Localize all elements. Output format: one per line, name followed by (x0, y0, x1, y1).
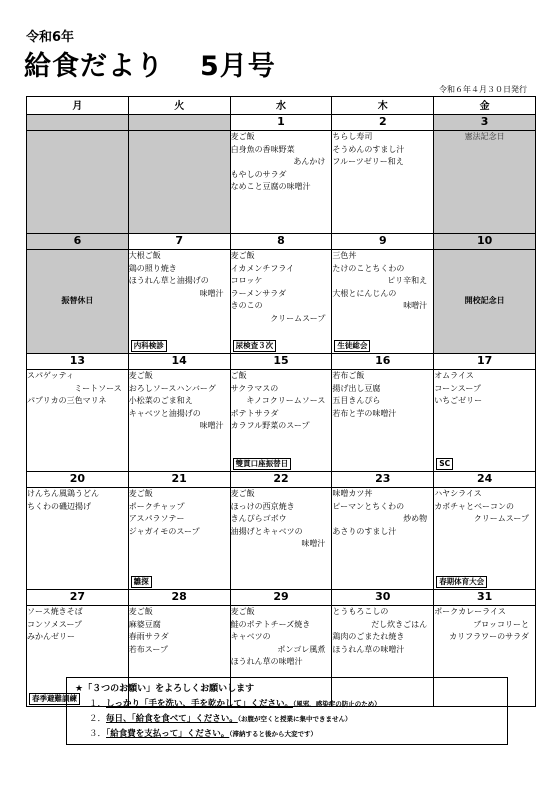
menu-cell (434, 488, 536, 590)
menu-item: キャベツと油揚げの (128, 408, 201, 418)
day-number: 29 (230, 590, 332, 606)
menu-item: けんちん風鶏うどん (27, 489, 99, 498)
requests-heading: ★「３つのお願い」をよろしくお願いします (75, 684, 255, 694)
menu-cell (128, 488, 230, 590)
date-row (27, 115, 536, 131)
menu-item: なめこと豆腐の味噌汁 (230, 182, 311, 192)
issue-label: 5月号 (200, 51, 276, 82)
menu-cell (230, 370, 332, 472)
menu-cell (27, 131, 129, 234)
menu-item: 白身魚の香味野菜 (230, 144, 295, 154)
request-number: ３． (89, 729, 107, 739)
weekday-thursday: 木 (332, 97, 434, 115)
request-item (89, 712, 352, 724)
publish-date: 令和６年４月３０日発行 (439, 85, 527, 94)
menu-item: ポークチャップ (128, 501, 185, 511)
menu-item: フルーツゼリー和え (332, 157, 404, 167)
holiday-label: 振替休日 (27, 250, 129, 354)
event-tag: 春期体育大会 (436, 576, 487, 588)
menu-item: 味噌汁 (403, 301, 428, 311)
menu-cell (332, 250, 434, 354)
menu-row (27, 131, 536, 234)
day-number: 20 (27, 472, 129, 488)
day-number: 3 (434, 115, 536, 131)
menu-item: 麦ご飯 (230, 132, 255, 141)
weekday-friday: 金 (434, 97, 536, 115)
menu-item: 若布スープ (128, 644, 168, 654)
day-number: 31 (434, 590, 536, 606)
menu-item: あさりのすまし汁 (332, 526, 397, 536)
request-text: 毎日、「給食を食べて」ください。 (106, 714, 238, 724)
menu-item: ブロッコリーと (473, 619, 529, 629)
menu-item: 大根ご飯 (128, 251, 161, 260)
event-tag: 春季避難訓練 (29, 693, 80, 705)
date-row (27, 234, 536, 250)
day-number: 6 (27, 234, 129, 250)
menu-item: 麦ご飯 (230, 489, 255, 498)
day-number (27, 115, 129, 131)
day-number: 16 (332, 354, 434, 370)
menu-item: 味噌汁 (199, 288, 224, 298)
menu-cell (27, 370, 129, 472)
day-number: 1 (230, 115, 332, 131)
menu-item: 炒め物 (403, 514, 428, 524)
request-item (89, 697, 381, 709)
day-number: 13 (27, 354, 129, 370)
menu-item: ほっけの西京焼き (230, 501, 295, 511)
weekday-tuesday: 火 (128, 97, 230, 115)
holiday-label: 憲法記念日 (434, 131, 536, 234)
menu-item: あんかけ (293, 157, 326, 167)
menu-item: 味噌汁 (301, 539, 326, 549)
menu-item: 油揚げとキャベツの (230, 526, 303, 536)
menu-item: ちくわの磯辺揚げ (27, 501, 91, 511)
date-row (27, 472, 536, 488)
menu-item: だし炊きごはん (371, 619, 428, 629)
era-label: 令和6年 (26, 30, 75, 45)
event-tag: 尿検査３次 (233, 340, 277, 352)
menu-item: 麦ご飯 (230, 251, 255, 260)
menu-item: 麦ご飯 (128, 607, 153, 616)
menu-item: 麦ご飯 (230, 607, 255, 616)
menu-item: そうめんのすまし汁 (332, 144, 405, 154)
menu-item: とうもろこしの (332, 607, 389, 616)
request-item (89, 727, 317, 739)
menu-item: ピーマンとちくわの (332, 501, 405, 511)
day-number: 27 (27, 590, 129, 606)
menu-item: 麻婆豆腐 (128, 619, 161, 629)
event-tag: 雛探 (131, 576, 152, 588)
menu-item: ご飯 (230, 371, 247, 380)
request-text: 「給食費を支払って」ください。 (106, 729, 230, 739)
event-tag: SC (436, 458, 453, 470)
menu-item: ハヤシライス (434, 489, 482, 498)
menu-cell (332, 370, 434, 472)
request-number: ２． (89, 714, 107, 724)
menu-item: 鮭のポテトチーズ焼き (230, 619, 311, 629)
menu-item: おろしソースハンバーグ (128, 383, 216, 393)
menu-item: イカメンチフライ (230, 263, 295, 273)
menu-item: ミートソース (74, 383, 122, 393)
weekday-header-row (27, 97, 536, 115)
menu-item: オムライス (434, 371, 474, 380)
day-number: 8 (230, 234, 332, 250)
menu-item: キャベツの (230, 632, 271, 642)
lunch-calendar (26, 96, 536, 707)
day-number: 23 (332, 472, 434, 488)
date-row (27, 354, 536, 370)
day-number: 14 (128, 354, 230, 370)
newsletter-title: 給食だより (24, 51, 164, 82)
menu-cell (128, 370, 230, 472)
menu-item: コーンスープ (434, 383, 481, 393)
menu-item: ちらし寿司 (332, 132, 373, 141)
menu-item: クリームスープ (270, 313, 326, 323)
menu-item: いちごゼリー (434, 396, 483, 406)
menu-item: もやしのサラダ (230, 169, 287, 179)
menu-item: 春雨サラダ (128, 632, 169, 642)
menu-row (27, 370, 536, 472)
request-note: （風邪、感染症の防止のため） (293, 700, 381, 708)
day-number (128, 115, 230, 131)
menu-item: コロッケ (230, 276, 263, 286)
menu-cell (128, 250, 230, 354)
menu-item: 三色丼 (332, 251, 357, 260)
menu-item: ポテトサラダ (230, 408, 279, 418)
request-text: しっかり「手を洗い、手を乾かして」ください。 (106, 699, 294, 709)
menu-item: 味噌汁 (199, 421, 224, 431)
menu-item: きのこの (230, 301, 263, 311)
menu-item: ソース焼きそば (27, 607, 83, 616)
menu-item: 鶏肉のごまたれ焼き (332, 632, 405, 642)
day-number: 30 (332, 590, 434, 606)
menu-row (27, 250, 536, 354)
date-row (27, 590, 536, 606)
menu-item: 若布ご飯 (332, 371, 365, 380)
menu-item: キノコクリームソース (246, 396, 326, 406)
day-number: 15 (230, 354, 332, 370)
menu-item: カラフル野菜のスープ (230, 421, 310, 431)
requests-box (66, 677, 508, 745)
menu-item: クリームスープ (473, 514, 529, 524)
event-tag: 生徒総会 (334, 340, 370, 352)
menu-cell (27, 488, 129, 590)
day-number: 22 (230, 472, 332, 488)
menu-item: ほうれん草の味噌汁 (332, 644, 405, 654)
menu-cell (434, 370, 536, 472)
menu-item: ポンゴレ風煮 (277, 644, 326, 654)
day-number: 17 (434, 354, 536, 370)
menu-item: コンソメスープ (27, 619, 83, 629)
menu-item: 五目きんぴら (332, 396, 381, 406)
menu-item: スパゲッティ (27, 371, 75, 380)
menu-cell (332, 488, 434, 590)
menu-item: ほうれん草と油揚げの (128, 276, 209, 286)
day-number: 9 (332, 234, 434, 250)
request-number: １． (89, 699, 107, 709)
menu-item: 小松菜のごま和え (128, 396, 193, 406)
menu-item: ポークカレーライス (434, 607, 506, 616)
menu-item: 若布と芋の味噌汁 (332, 408, 397, 418)
menu-cell (332, 131, 434, 234)
menu-item: 麦ご飯 (128, 489, 153, 498)
page-title (24, 44, 276, 83)
menu-cell (230, 488, 332, 590)
menu-item: みかんゼリー (27, 632, 75, 642)
menu-cell (230, 131, 332, 234)
menu-item: 味噌カツ丼 (332, 489, 373, 498)
menu-item: 麦ご飯 (128, 371, 153, 380)
menu-item: ピリ辛和え (387, 276, 428, 286)
weekday-monday: 月 (27, 97, 129, 115)
menu-item: ほうれん草の味噌汁 (230, 657, 303, 667)
weekday-wednesday: 水 (230, 97, 332, 115)
menu-item: 鶏の照り焼き (128, 263, 177, 273)
menu-item: パプリカの三色マリネ (27, 396, 107, 406)
menu-item: ラーメンサラダ (230, 288, 287, 298)
day-number: 24 (434, 472, 536, 488)
request-note: （お腹が空くと授業に集中できません） (237, 715, 352, 723)
event-tag: 雙貫口座振替日 (233, 458, 292, 470)
request-note: （滞納すると後から大変です） (229, 730, 318, 738)
menu-item: アスパラソテー (128, 514, 185, 524)
day-number: 2 (332, 115, 434, 131)
menu-item: 大根とにんじんの (332, 288, 397, 298)
holiday-label: 開校記念日 (434, 250, 536, 354)
day-number: 7 (128, 234, 230, 250)
menu-item: きんぴらゴボウ (230, 514, 287, 524)
day-number: 21 (128, 472, 230, 488)
menu-cell (128, 131, 230, 234)
menu-item: サクラマスの (230, 383, 279, 393)
day-number: 10 (434, 234, 536, 250)
menu-row (27, 488, 536, 590)
menu-item: たけのことちくわの (332, 263, 405, 273)
menu-item: 揚げ出し豆腐 (332, 383, 381, 393)
menu-item: カリフラワーのサラダ (449, 632, 529, 642)
menu-item: カボチャとベーコンの (434, 501, 514, 511)
day-number: 28 (128, 590, 230, 606)
menu-cell (230, 250, 332, 354)
menu-item: ジャガイモのスープ (128, 526, 200, 536)
event-tag: 内科検診 (131, 340, 167, 352)
